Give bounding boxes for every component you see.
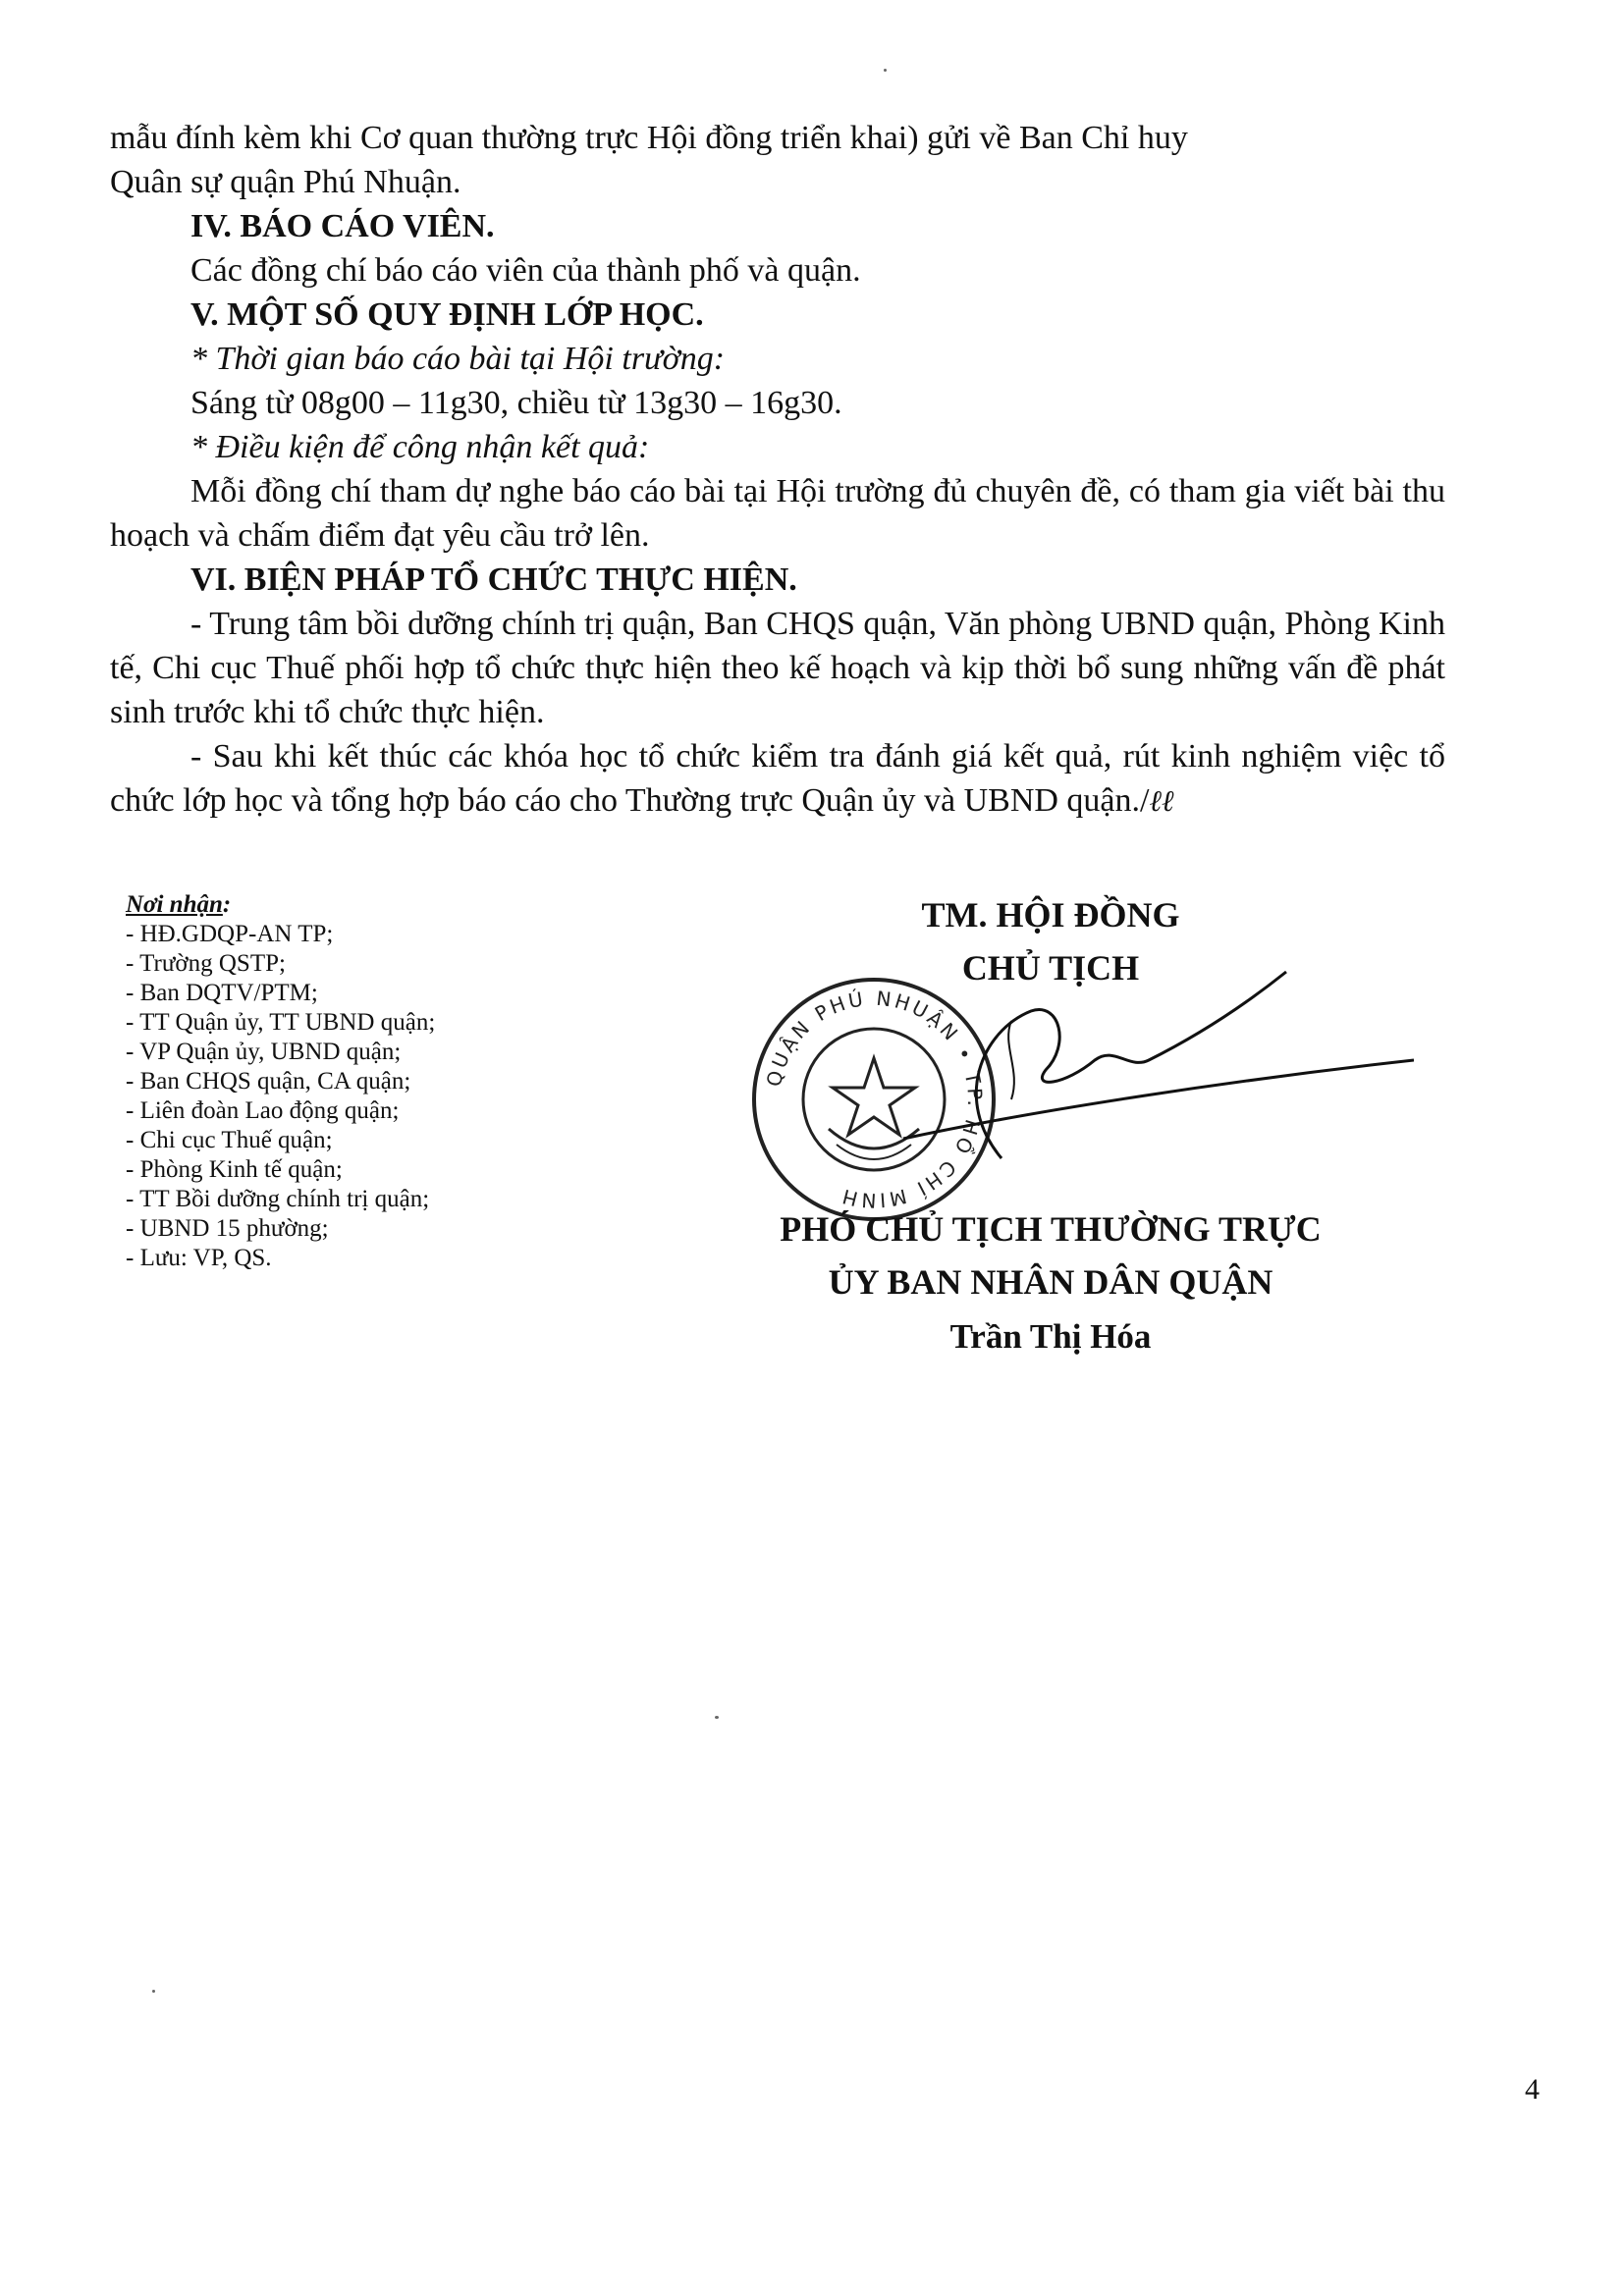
condition-text: Mỗi đồng chí tham dự nghe báo cáo bài tại Hội trường đủ chuyên đề, có tham gia viết bài thu hoạch và chấm điểm đạt yêu cầu trở lên. <box>110 473 1445 554</box>
list-item: - Liên đoàn Lao động quận; <box>126 1097 400 1124</box>
section-vi-item: - Trung tâm bồi dưỡng chính trị quận, Ban CHQS quận, Văn phòng UBND quận, Phòng Kinh tế, Chi cục Thuế phối hợp tổ chức thực hiện theo kế hoạch và kịp thời bổ sung những vấn đề phát sinh trước khi tổ chức thực hiện. <box>110 606 1445 730</box>
recipients-title: Nơi nhận <box>126 891 223 918</box>
scan-speck <box>715 1716 719 1719</box>
signature-organization: ỦY BAN NHÂN DÂN QUẬN <box>828 1262 1273 1302</box>
list-item: - Ban CHQS quận, CA quận; <box>126 1068 411 1095</box>
list-item: - VP Quận ủy, UBND quận; <box>126 1039 402 1065</box>
time-label: * Thời gian báo cáo bài tại Hội trường: <box>190 341 726 377</box>
paragraph-line: Quân sự quận Phú Nhuận. <box>110 164 461 200</box>
list-item: - Lưu: VP, QS. <box>126 1245 272 1271</box>
recipients-block <box>126 890 587 1273</box>
signature-scribble-icon <box>864 952 1414 1188</box>
list-item: - TT Bồi dưỡng chính trị quận; <box>126 1186 430 1212</box>
recipients-colon: : <box>222 891 232 918</box>
signature-block <box>687 883 1414 1374</box>
handwritten-initials: ℓℓ <box>1149 784 1174 819</box>
condition-label: * Điều kiện để công nhận kết quả: <box>190 429 650 465</box>
paragraph-line: mẫu đính kèm khi Cơ quan thường trực Hội đồng triển khai) gửi về Ban Chỉ huy <box>110 120 1188 156</box>
list-item: - UBND 15 phường; <box>126 1215 329 1242</box>
page-number: 4 <box>1525 2073 1540 2106</box>
section-heading-v: V. MỘT SỐ QUY ĐỊNH LỚP HỌC. <box>190 296 704 333</box>
list-item: - Ban DQTV/PTM; <box>126 980 318 1006</box>
signature-position: PHÓ CHỦ TỊCH THƯỜNG TRỰC <box>780 1209 1322 1249</box>
signer-name: Trần Thị Hóa <box>949 1317 1152 1356</box>
list-item: - HĐ.GDQP-AN TP; <box>126 921 334 947</box>
section-vi-item-text: - Sau khi kết thúc các khóa học tổ chức kiểm tra đánh giá kết quả, rút kinh nghiệm việc tổ chức lớp học và tổng hợp báo cáo cho Thường trực Quận ủy và UBND quận./ <box>110 738 1445 819</box>
list-item: - Phòng Kinh tế quận; <box>126 1156 343 1183</box>
section-vi-item-last <box>110 734 1445 824</box>
section-heading-iv: IV. BÁO CÁO VIÊN. <box>190 208 495 244</box>
seal-text: QUẬN PHÚ NHUẬN • TP. HỒ CHÍ MINH <box>761 986 988 1213</box>
signature-chair-title: CHỦ TỊCH <box>961 948 1140 988</box>
time-text: Sáng từ 08g00 – 11g30, chiều từ 13g30 – 16g30. <box>190 385 842 421</box>
signature-council-title: TM. HỘI ĐỒNG <box>921 895 1180 934</box>
section-heading-vi: VI. BIỆN PHÁP TỔ CHỨC THỰC HIỆN. <box>190 561 797 598</box>
scan-speck <box>152 1990 155 1993</box>
scan-speck <box>884 69 887 72</box>
section-iv-text: Các đồng chí báo cáo viên của thành phố và quận. <box>190 252 861 289</box>
list-item: - TT Quận ủy, TT UBND quận; <box>126 1009 436 1036</box>
recipients-list <box>126 920 587 1273</box>
list-item: - Chi cục Thuế quận; <box>126 1127 333 1153</box>
list-item: - Trường QSTP; <box>126 950 286 977</box>
document-body <box>110 116 1445 824</box>
recipients-title-row <box>126 890 587 920</box>
